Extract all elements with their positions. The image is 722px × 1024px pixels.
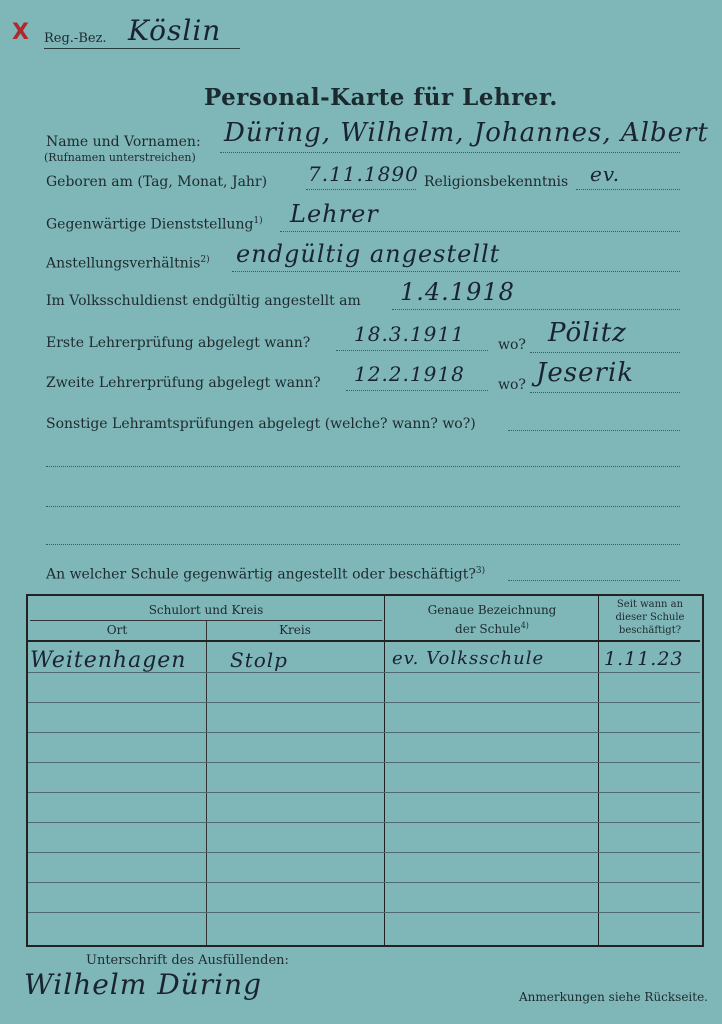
other-exams-label: Sonstige Lehramtsprüfungen abgelegt (welche? wann? wo?) xyxy=(46,416,476,432)
second-exam-place: Jeserik xyxy=(536,358,635,388)
table-row-line xyxy=(28,882,700,883)
regbez-underline xyxy=(44,48,240,49)
second-exam-label: Zweite Lehrerprüfung abgelegt wann? xyxy=(46,375,321,391)
employment-dotted-line xyxy=(232,271,680,272)
school-service-label: Im Volksschuldienst endgültig angestellt am xyxy=(46,293,361,309)
header-ort: Ort xyxy=(106,623,128,637)
header-kreis: Kreis xyxy=(279,623,311,637)
religion-value: ev. xyxy=(590,162,621,186)
table-row-line xyxy=(28,852,700,853)
second-exam-date: 12.2.1918 xyxy=(354,362,465,386)
table-row-line xyxy=(28,822,700,823)
position-dotted-line xyxy=(280,231,680,232)
signature: Wilhelm Düring xyxy=(24,968,262,1001)
table-header-bottom xyxy=(28,640,700,642)
table-divider-1 xyxy=(384,596,385,945)
first-exam-label: Erste Lehrerprüfung abgelegt wann? xyxy=(46,335,311,351)
table-row-line xyxy=(28,702,700,703)
header-schulort-kreis: Schulort und Kreis xyxy=(148,603,264,617)
table-row-line xyxy=(28,762,700,763)
row-ort: Weitenhagen xyxy=(30,648,187,673)
school-service-dotted-line xyxy=(392,309,680,310)
position-label: Gegenwärtige Dienststellung$^{1)}$ xyxy=(46,216,263,233)
page-title: Personal-Karte für Lehrer. xyxy=(204,84,558,111)
born-value: 7.11.1890 xyxy=(308,162,419,186)
signature-label: Unterschrift des Ausfüllenden: xyxy=(86,953,289,968)
regbez-value: Köslin xyxy=(128,14,222,47)
first-exam-date: 18.3.1911 xyxy=(354,322,465,346)
header-seit-wann: Seit wann an dieser Schule beschäftigt? xyxy=(615,599,685,636)
regbez-label: Reg.-Bez. xyxy=(44,31,107,46)
other-exams-dots-3 xyxy=(46,506,680,507)
table-row-line xyxy=(28,732,700,733)
red-cross-mark: X xyxy=(12,20,29,45)
first-exam-place-dots xyxy=(530,352,680,353)
remarks-note: Anmerkungen siehe Rückseite. xyxy=(519,990,708,1004)
second-exam-date-dots xyxy=(346,390,488,391)
first-exam-place: Pölitz xyxy=(548,318,627,348)
second-exam-where-label: wo? xyxy=(498,377,526,393)
employment-value: endgültig angestellt xyxy=(236,240,501,268)
name-label: Name und Vornamen: xyxy=(46,134,201,150)
religion-label: Religionsbekenntnis xyxy=(424,174,569,190)
employment-label: Anstellungsverhältnis$^{2)}$ xyxy=(46,255,210,272)
current-school-dots xyxy=(508,580,680,581)
name-dotted-line xyxy=(220,152,680,153)
first-exam-where-label: wo? xyxy=(498,337,526,353)
other-exams-dots-4 xyxy=(46,544,680,545)
name-hint: (Rufnamen unterstreichen) xyxy=(44,151,196,164)
school-service-value: 1.4.1918 xyxy=(400,278,515,306)
table-divider-2 xyxy=(598,596,599,945)
current-school-label: An welcher Schule gegenwärtig angestellt oder beschäftigt?$^{3)}$ xyxy=(46,566,486,583)
other-exams-dots-2 xyxy=(46,466,680,467)
second-exam-place-dots xyxy=(530,392,680,393)
school-table xyxy=(26,594,704,947)
row-bezeichnung: ev. Volksschule xyxy=(392,648,545,669)
table-subheader-line xyxy=(30,620,382,621)
religion-dotted-line xyxy=(576,189,680,190)
name-value: Düring, Wilhelm, Johannes, Albert xyxy=(224,118,709,148)
born-label: Geboren am (Tag, Monat, Jahr) xyxy=(46,174,268,190)
table-divider-ort-kreis xyxy=(206,620,207,945)
first-exam-date-dots xyxy=(336,350,488,351)
table-row-line xyxy=(28,912,700,913)
born-dotted-line xyxy=(306,189,416,190)
other-exams-dots-1 xyxy=(508,430,680,431)
position-value: Lehrer xyxy=(290,200,379,228)
row-seit: 1.11.23 xyxy=(604,648,684,670)
header-bezeichnung: Genaue Bezeichnung der Schule$^{4)}$ xyxy=(427,603,557,636)
table-row-line xyxy=(28,792,700,793)
row-kreis: Stolp xyxy=(230,648,288,672)
